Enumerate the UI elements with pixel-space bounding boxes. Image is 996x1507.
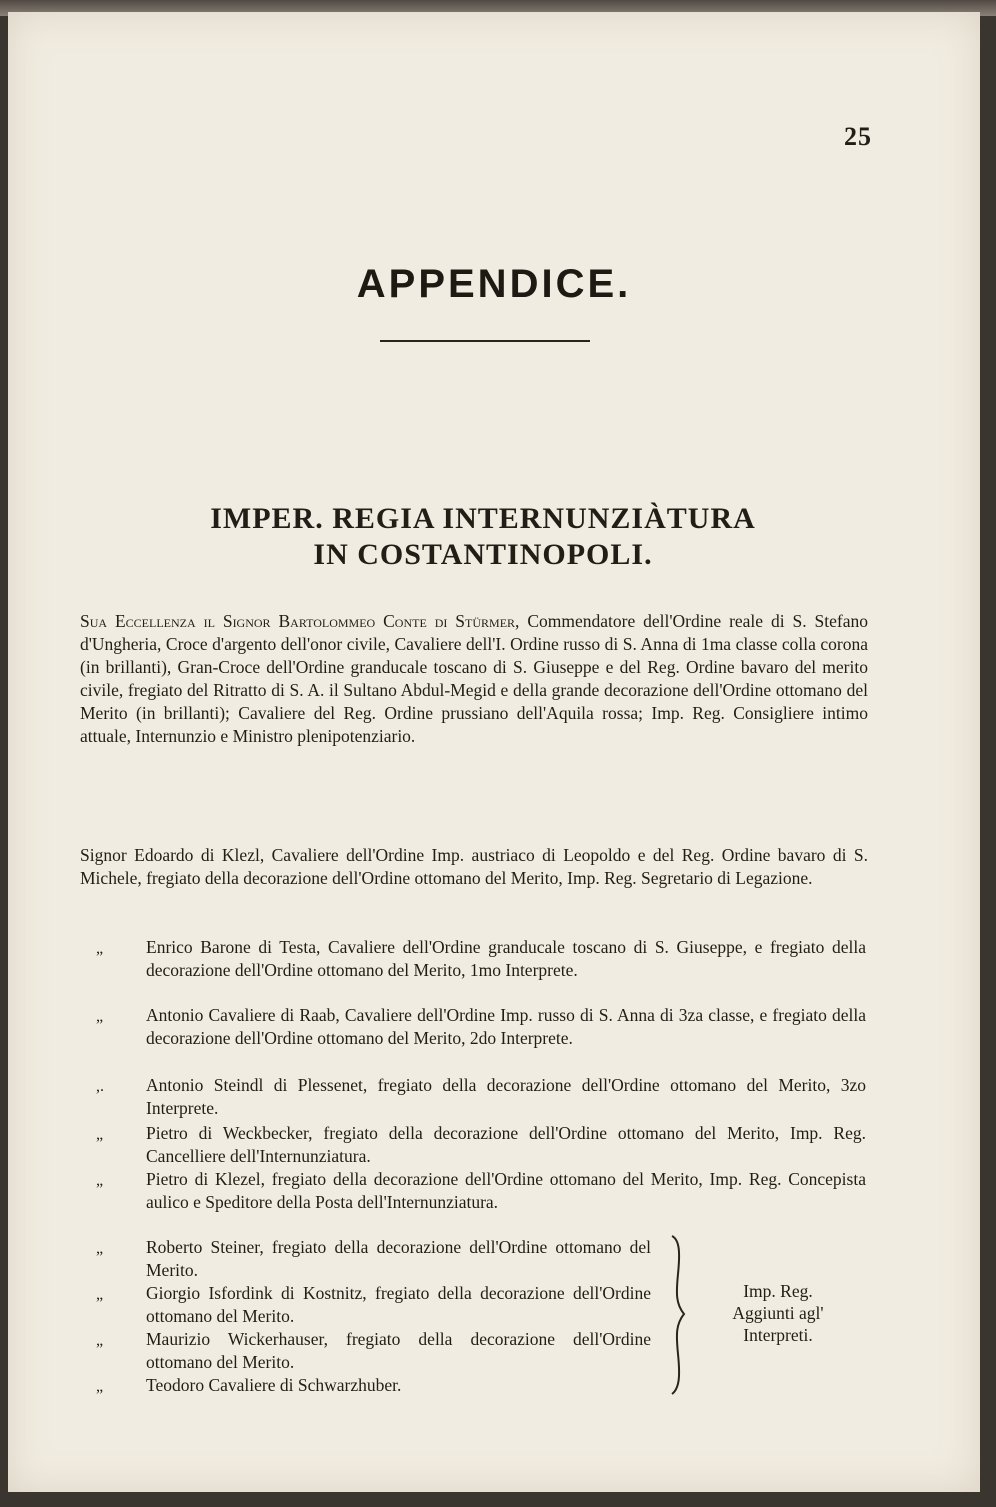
ditto-mark: „ <box>96 940 104 957</box>
ditto-mark: „ <box>96 1332 104 1349</box>
annotation-line2: Aggiunti agl' <box>732 1303 824 1323</box>
group-brace <box>658 1234 688 1396</box>
group-annotation <box>698 1280 858 1346</box>
entry-steiner: Roberto Steiner, fregiato della decorazione dell'Ordine ottomano del Merito. <box>146 1237 651 1280</box>
entry-klezl <box>80 844 868 890</box>
annotation-line1: Imp. Reg. <box>743 1281 813 1301</box>
ditto-mark: ,. <box>96 1078 104 1095</box>
ditto-mark: „ <box>96 1126 104 1143</box>
entry-wickerhauser: Maurizio Wickerhauser, fregiato della decorazione dell'Ordine ottomano del Merito. <box>146 1329 651 1372</box>
entry-prefix: Sua Eccellenza il Signor Bartolommeo Conte di Stürmer, <box>80 611 520 631</box>
annotation-line3: Interpreti. <box>743 1325 813 1345</box>
ditto-mark: „ <box>96 1240 104 1257</box>
entry-prefix: Signor <box>80 845 127 865</box>
entry-isfordink: Giorgio Isfordink di Kostnitz, fregiato della decorazione dell'Ordine ottomano del Merito. <box>146 1283 651 1326</box>
ditto-mark: „ <box>96 1172 104 1189</box>
entry-text: Commendatore dell'Ordine reale di S. Stefano d'Ungheria, Croce d'argento dell'onor civile, Cavaliere dell'I. Ordine russo di S. Anna di 1ma classe colla corona (in brillanti), Gran-Croce dell'Ordine granducale toscano di S. Giuseppe e del Reg. Ordine bavaro del merito civile, fregiato del Ritratto di S. A. il Sultano Abdul-Megid e della grande decorazione dell'Ordine ottomano del Merito (in brillanti); Cavaliere del Reg. Ordine prussiano dell'Aquila rossa; Imp. Reg. Consigliere intimo attuale, Internunzio e Ministro plenipotenziario. <box>80 611 868 746</box>
entry-pietro-klezel: Pietro di Klezel, fregiato della decorazione dell'Ordine ottomano del Merito, Imp. Reg. Concepista aulico e Speditore della Posta dell'Internunziatura. <box>146 1169 866 1212</box>
entry-text: Edoardo di Klezl, Cavaliere dell'Ordine Imp. austriaco di Leopoldo e del Reg. Ordine bavaro di S. Michele, fregiato della decorazione dell'Ordine ottomano del Merito, Imp. Reg. Segretario di Legazione. <box>80 845 869 888</box>
section-heading-line1: IMPER. REGIA INTERNUNZIÀTURA <box>210 502 756 535</box>
ditto-mark: „ <box>96 1286 104 1303</box>
entry-testa: Enrico Barone di Testa, Cavaliere dell'Ordine granducale toscano di S. Giuseppe, e fregiato della decorazione dell'Ordine ottomano del Merito, 1mo Interprete. <box>146 937 866 980</box>
section-heading-line2: IN COSTANTINOPOLI. <box>313 538 653 571</box>
page-number: 25 <box>844 122 872 151</box>
title-divider <box>380 340 590 342</box>
appendix-title: APPENDICE. <box>356 262 632 306</box>
entry-weckbecker: Pietro di Weckbecker, fregiato della decorazione dell'Ordine ottomano del Merito, Imp. Reg. Cancelliere dell'Internunziatura. <box>146 1123 866 1166</box>
entry-steindl: Antonio Steindl di Plessenet, fregiato della decorazione dell'Ordine ottomano del Merito, 3zo Interprete. <box>146 1075 866 1118</box>
entry-schwarzhuber: Teodoro Cavaliere di Schwarzhuber. <box>146 1375 402 1395</box>
entry-raab: Antonio Cavaliere di Raab, Cavaliere dell'Ordine Imp. russo di S. Anna di 3za classe, e fregiato della decorazione dell'Ordine ottomano del Merito, 2do Interprete. <box>146 1005 866 1048</box>
document-page <box>8 12 980 1492</box>
ditto-mark: „ <box>96 1008 104 1025</box>
ditto-mark: „ <box>96 1378 104 1395</box>
entry-sturmer <box>80 610 868 748</box>
